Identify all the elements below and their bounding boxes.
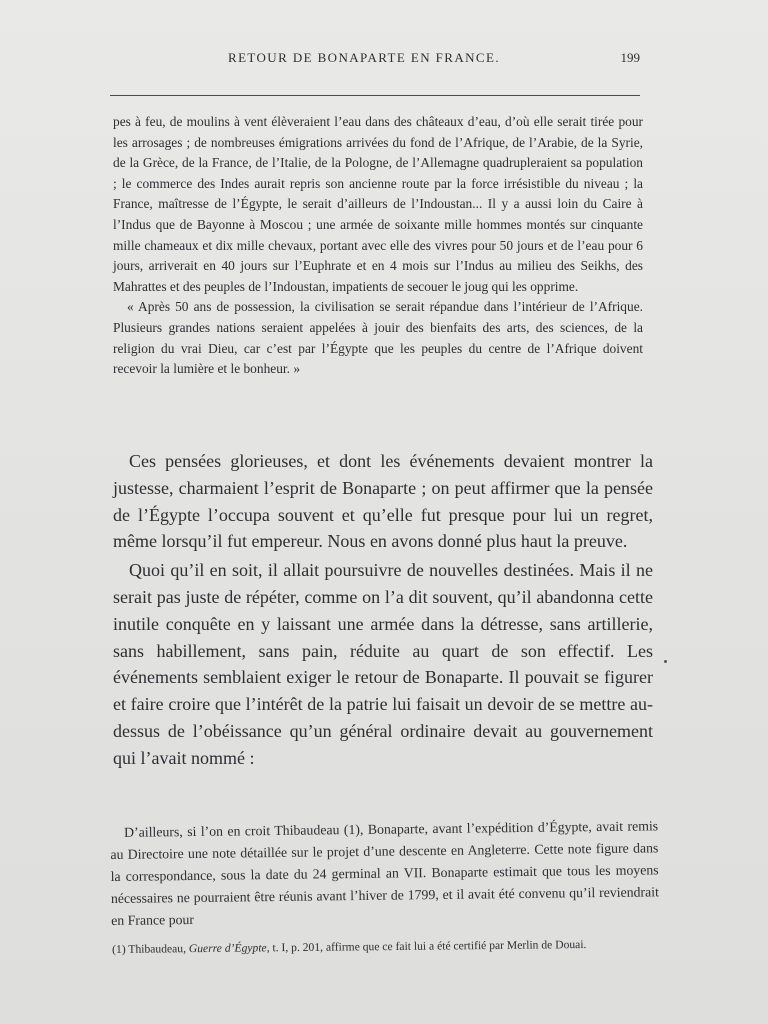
small-print-paragraph bbox=[110, 815, 659, 932]
running-title: RETOUR DE BONAPARTE EN FRANCE. bbox=[228, 50, 500, 65]
footnote-work-title: Guerre d’Égypte bbox=[188, 941, 267, 956]
main-paragraph-1: Ces pensées glorieuses, et dont les événements devaient montrer la justesse, charmaient l’esprit de Bonaparte ; on peut affirmer que la pensée de l’Égypte l’occupa souvent et qu’elle fut presque pour lui un regret, même lorsqu’il fut empereur. Nous en avons donné plus haut la preuve. bbox=[113, 451, 653, 552]
running-head bbox=[110, 50, 650, 70]
note-paragraph-1: D’ailleurs, si l’on en croit Thibaudeau (1), Bonaparte, avant l’expédition d’Égypte, avait remis au Directoire une note détaillée sur le projet d’une descente en Angleterre. Cette note figure dans la correspondance, sous la date du 24 germinal an VII. Bonaparte estimait que tous les moyens nécessaires ne pourraient être réunis avant l’hiver de 1799, et il avait été convenu qu’il reviendrait en France pour bbox=[110, 818, 659, 928]
footnote-rest: , t. I, p. 201, affirme que ce fait lui a été certifié par Merlin de Douai. bbox=[266, 937, 587, 955]
header-rule bbox=[110, 95, 640, 96]
paper-speck bbox=[664, 660, 667, 663]
quote-paragraph-2: « Après 50 ans de possession, la civilisation se serait répandue dans l’intérieur de l’Afrique. Plusieurs grandes nations seraient appelées à jouir des bienfaits des arts, des sciences, de la religion du vrai Dieu, car c’est par l’Égypte que les peuples du centre de l’Afrique doivent recevoir la lumière et le bonheur. » bbox=[113, 299, 643, 377]
main-text-block bbox=[113, 448, 653, 772]
quote-paragraph-1: pes à feu, de moulins à vent élèveraient l’eau dans des châteaux d’eau, d’où elle serait tirée pour les arrosages ; de nombreuses émigrations arrivées du fond de l’Afrique, de l’Arabie, de la Syrie, de la Grèce, de la France, de l’Italie, de la Pologne, de l’Allemagne quadrupleraient sa population ; le commerce des Indes aurait repris son ancienne route par la force irrésistible du niveau ; la France, maîtresse de l’Égypte, le serait d’ailleurs de l’Indoustan... Il y a aussi loin du Caire à l’Indus que de Bayonne à Moscou ; une armée de soixante mille hommes montés sur cinquante mille chameaux et dix mille chevaux, portant avec elle des vivres pour 50 jours et de l’eau pour 6 jours, arriverait en 40 jours sur l’Euphrate et en 4 mois sur l’Indus au milieu des Seikhs, des Mahrattes et des peuples de l’Indoustan, impatients de secouer le joug qui les opprime. bbox=[113, 114, 643, 294]
footnote-text bbox=[108, 932, 664, 962]
quoted-text-block bbox=[113, 112, 643, 380]
footnote bbox=[108, 932, 664, 962]
main-paragraph-2: Quoi qu’il en soit, il allait poursuivre de nouvelles destinées. Mais il ne serait pas juste de répéter, comme on l’a dit souvent, qu’il abandonna cette inutile conquête en y laissant une armée dans la détresse, sans artillerie, sans habillement, sans pain, réduite au quart de son effectif. Les événements semblaient exiger le retour de Bonaparte. Il pouvait se figurer et faire croire que l’intérêt de la patrie lui faisait un devoir de se mettre au-dessus de l’obéissance qu’un général ordinaire devait au gouvernement qui l’avait nommé : bbox=[113, 560, 653, 768]
page-number: 199 bbox=[620, 50, 640, 65]
footnote-marker: (1) Thibaudeau, bbox=[112, 942, 189, 956]
